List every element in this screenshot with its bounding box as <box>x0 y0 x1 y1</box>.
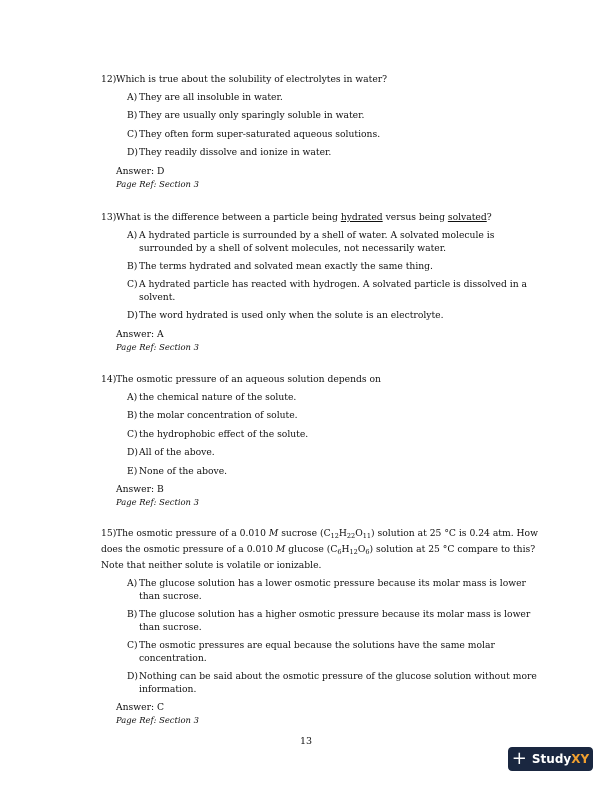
page-number: 13 <box>299 736 313 747</box>
option-c: C)The osmotic pressures are equal because the solutions have the same molar concentration. <box>127 639 495 664</box>
answer: Answer: A <box>116 328 164 340</box>
question-number: 12) <box>101 74 117 85</box>
page-ref: Page Ref: Section 3 <box>116 341 199 352</box>
question-stem: 12)Which is true about the solubility of electrolytes in water? <box>101 72 541 88</box>
options-list <box>127 392 541 478</box>
option-d: D)They readily dissolve and ionize in water. <box>127 147 332 159</box>
question-number: 13) <box>101 212 117 223</box>
option-a: A) the chemical nature of the solute. <box>127 392 297 403</box>
question-14 <box>101 372 541 508</box>
answer: Answer: D <box>116 165 165 177</box>
question-stem: 13)What is the difference between a particle being hydrated versus being solvated? <box>101 210 541 226</box>
question-number: 15) <box>101 528 117 539</box>
question-stem: 14)The osmotic pressure of an aqueous solution depends on <box>101 372 541 388</box>
options-list <box>127 578 541 696</box>
answer: Answer: B <box>116 484 164 496</box>
term-hydrated: hydrated <box>340 212 383 223</box>
option-a: A) The glucose solution has a lower osmotic pressure because its molar mass is lower than sucrose. <box>127 578 526 602</box>
page-ref: Page Ref: Section 3 <box>116 178 199 189</box>
question-15 <box>101 526 541 726</box>
option-a: A) A hydrated particle is surrounded by a shell of water. A solvated molecule is surrounded by a shell of solvent molecules, not necessarily water. <box>127 230 495 254</box>
plus-icon: + <box>511 748 527 769</box>
option-c: C)They often form super-saturated aqueous solutions. <box>127 128 381 140</box>
options-list <box>127 92 541 160</box>
brand-study: Study <box>531 752 572 766</box>
question-13 <box>101 210 541 353</box>
option-b: B) the molar concentration of solute. <box>127 410 298 422</box>
options-list <box>127 230 541 323</box>
question-number: 14) <box>101 374 117 385</box>
option-b: B) They are usually only sparingly soluble in water. <box>127 110 365 122</box>
question-stem: 15)The osmotic pressure of a 0.010 M sucrose $(C_{12}H_{22}O_{11})$ solution at 25 °C is 0.24 atm. How does the osmotic pressure of a 0.010 M glucose $(C_6H_{12}O_6)$ solution at 25 °C compare to this? Note that neither solute is volatile or ionizable. <box>101 528 538 571</box>
option-c: C)A hydrated particle has reacted with hydrogen. A solvated particle is dissolved in a solvent. <box>127 279 528 303</box>
option-d: D)All of the above. <box>127 447 215 459</box>
option-d: D)The word hydrated is used only when the solute is an electrolyte. <box>127 310 444 322</box>
option-c: C)the hydrophobic effect of the solute. <box>127 428 309 440</box>
option-b: B) The terms hydrated and solvated mean exactly the same thing. <box>127 260 433 272</box>
term-solvated: solvated <box>447 212 487 223</box>
option-d: D)Nothing can be said about the osmotic pressure of the glucose solution without more information. <box>127 670 537 695</box>
studyxy-badge[interactable] <box>508 747 593 771</box>
option-b: B) The glucose solution has a higher osmotic pressure because its molar mass is lower than sucrose. <box>127 608 531 633</box>
option-a: A) They are all insoluble in water. <box>127 92 283 103</box>
page-ref: Page Ref: Section 3 <box>116 497 199 508</box>
page-ref: Page Ref: Section 3 <box>116 715 199 726</box>
brand-xy: XY <box>571 752 590 766</box>
answer: Answer: C <box>116 702 165 714</box>
question-12 <box>101 72 541 190</box>
option-e: E) None of the above. <box>127 465 228 477</box>
